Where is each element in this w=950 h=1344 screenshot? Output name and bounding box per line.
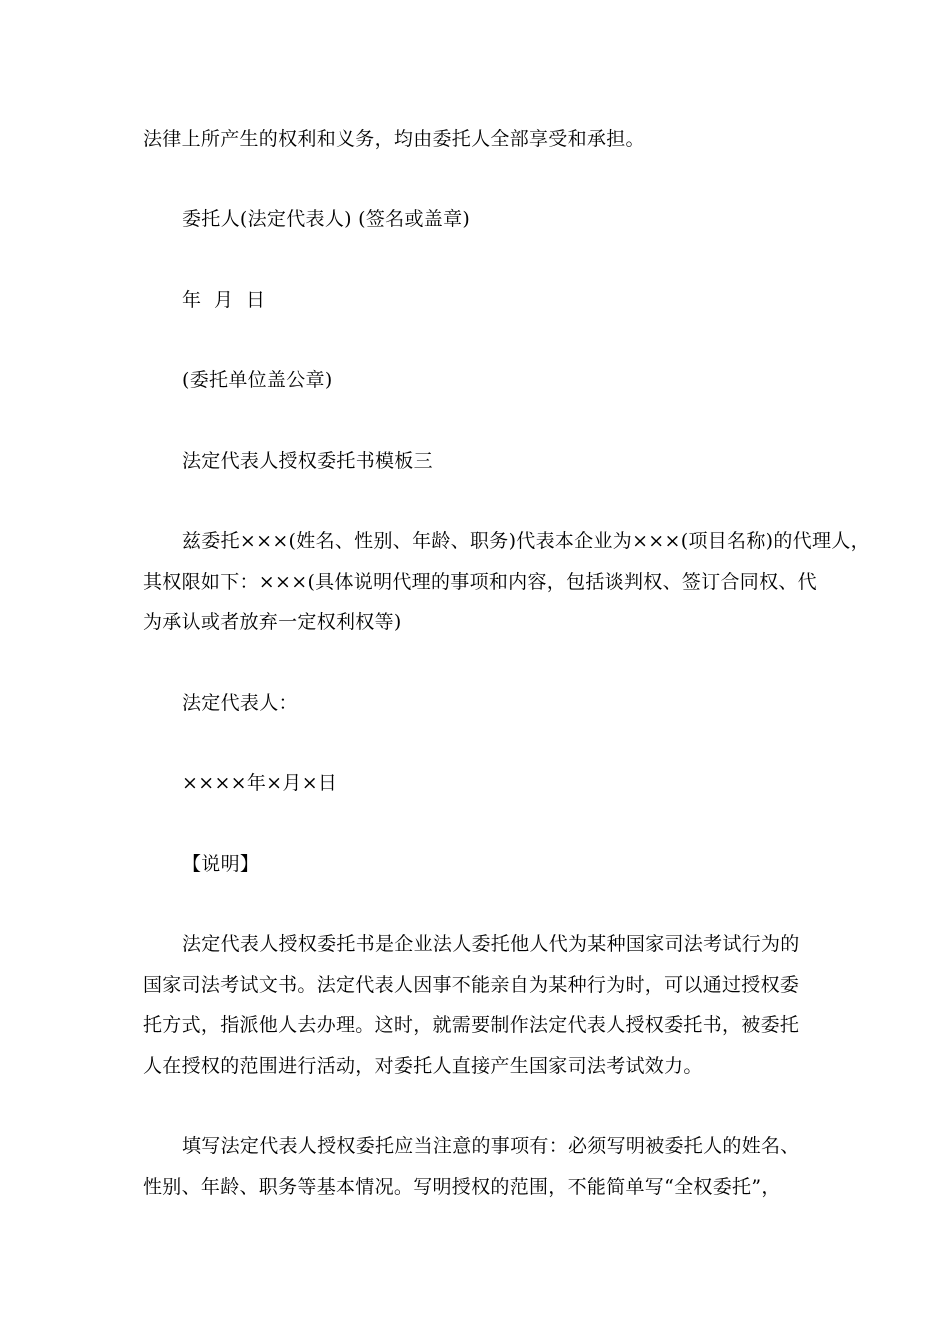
text-line: 其权限如下：×××(具体说明代理的事项和内容，包括谈判权、签订合同权、代 xyxy=(143,571,817,593)
date-line: 年 月 日 xyxy=(182,289,266,311)
signature-line: 委托人(法定代表人) (签名或盖章) xyxy=(182,208,471,230)
text-line: 法定代表人授权委托书是企业法人委托他人代为某种国家司法考试行为的 xyxy=(182,933,800,955)
section-title: 法定代表人授权委托书模板三 xyxy=(182,450,433,472)
text-line: 人在授权的范围进行活动，对委托人直接产生国家司法考试效力。 xyxy=(143,1055,703,1077)
text-line: 填写法定代表人授权委托应当注意的事项有：必须写明被委托人的姓名、 xyxy=(182,1135,800,1157)
seal-line: (委托单位盖公章) xyxy=(182,369,333,391)
text-line: 托方式，指派他人去办理。这时，就需要制作法定代表人授权委托书，被委托 xyxy=(143,1014,800,1036)
date-line: ××××年×月×日 xyxy=(182,772,338,794)
representative-line: 法定代表人： xyxy=(182,692,298,714)
text-line: 为承认或者放弃一定权利权等) xyxy=(143,611,402,633)
text-line: 法律上所产生的权利和义务，均由委托人全部享受和承担。 xyxy=(143,128,645,150)
note-heading: 【说明】 xyxy=(182,853,260,875)
text-line: 兹委托×××(姓名、性别、年龄、职务)代表本企业为×××(项目名称)的代理人， xyxy=(182,530,870,552)
text-line: 国家司法考试文书。法定代表人因事不能亲自为某种行为时，可以通过授权委 xyxy=(143,974,800,996)
text-line: 性别、年龄、职务等基本情况。写明授权的范围，不能简单写“全权委托”， xyxy=(143,1176,781,1198)
